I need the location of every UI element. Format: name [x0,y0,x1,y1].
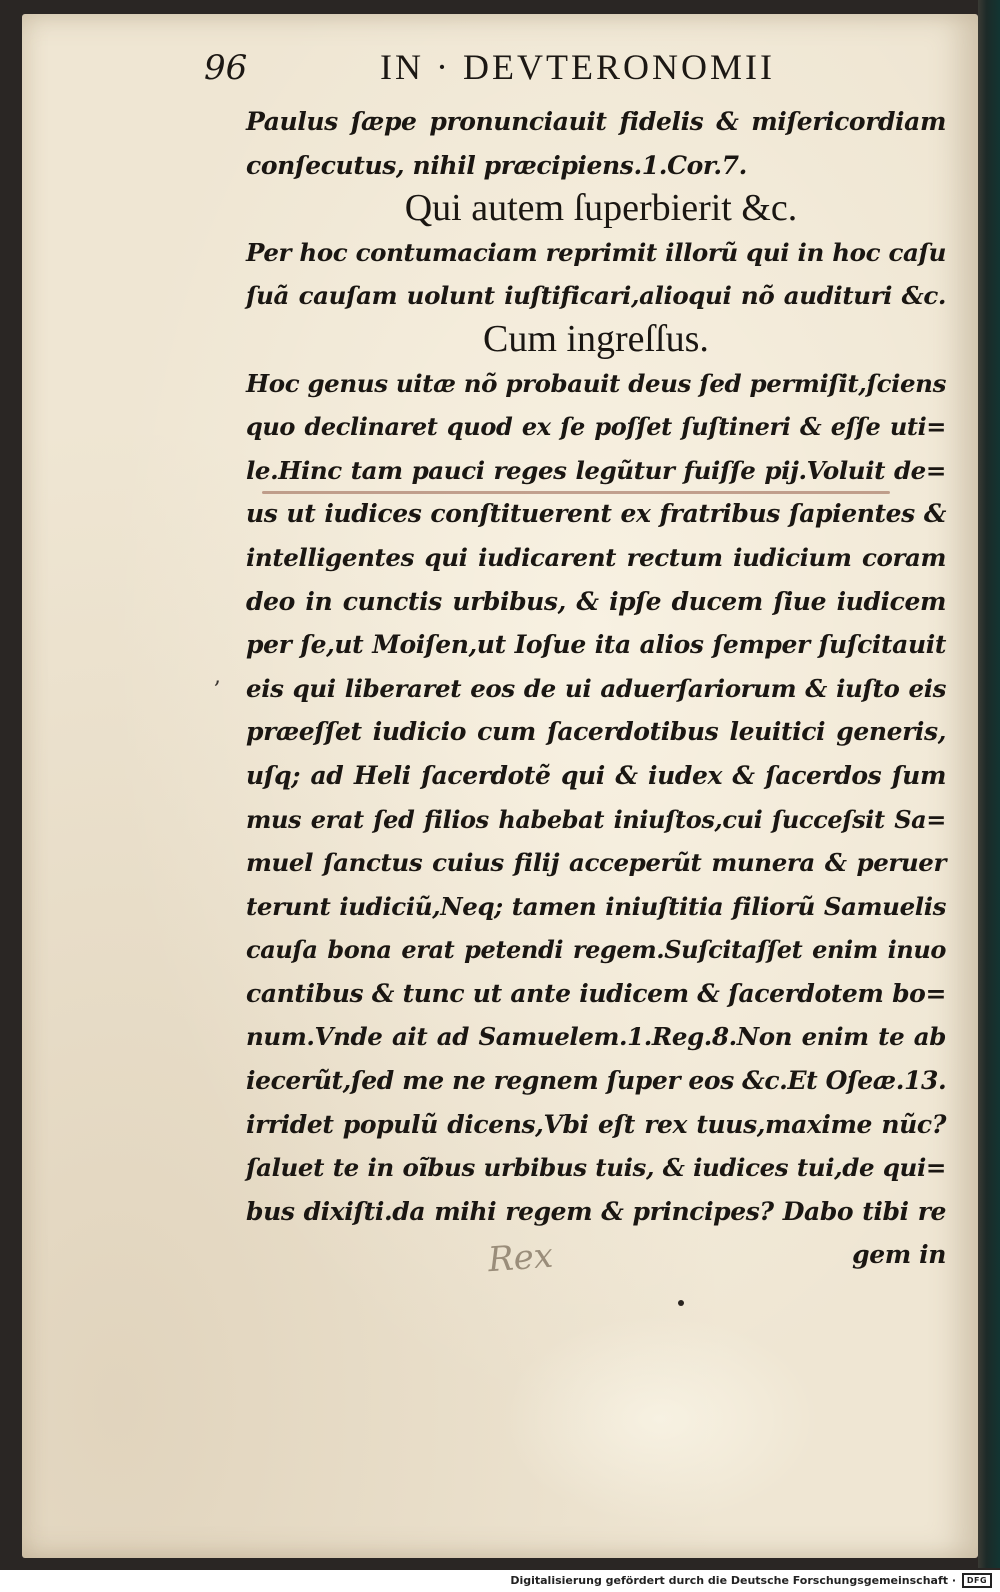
text-line: mus erat ſed filios habebat iniuſtos,cui ſucceſsit Sa= [246,804,946,834]
book-spine-edge [978,0,1000,1568]
paper-stain [500,1314,820,1524]
text-line: us ut iudices conſtituerent ex fratribus ſapientes & [246,499,946,529]
text-line: uſq; ad Heli ſacerdotẽ qui & iudex & ſacerdos ſum [246,760,946,790]
text-line: num.Vnde ait ad Samuelem.1.Reg.8.Non enim te ab [246,1022,946,1052]
dfg-logo: DFG [962,1573,992,1588]
body-text [246,100,946,1277]
text-line: deo in cunctis urbibus, & ipſe ducem ſiue iudicem [246,586,946,616]
text-line: intelligentes qui iudicarent rectum iudicium coram [246,542,946,572]
page-number: 96 [204,48,248,88]
ink-dot [678,1300,684,1306]
text-line: eis qui liberaret eos de ui aduerſariorum & iuſto eis [246,673,946,703]
text-line: Hoc genus uitæ nõ probauit deus ſed permiſit,ſciens [246,368,946,398]
text-line: Per hoc contumaciam reprimit illorũ qui in hoc caſu [246,237,946,267]
text-line: quo declinaret quod ex ſe poſſet ſuſtineri & eſſe uti= [246,412,946,442]
catchword: gem in [852,1240,946,1270]
text-line: bus dixiſti.da mihi regem & principes? Dabo tibi re [246,1196,946,1226]
text-line: cauſa bona erat petendi regem.Suſcitaſſet enim inuo [246,935,946,965]
section-heading: Cum ingreſſus. [483,317,709,360]
text-line: le.Hinc tam pauci reges legũtur fuiſſe pij.Voluit de= [246,455,946,485]
text-line: præeſſet iudicio cum ſacerdotibus leuitici generis, [246,717,946,747]
digitization-credit: Digitalisierung gefördert durch die Deutsche Forschungsgemeinschaft · [510,1574,956,1587]
text-line: per ſe,ut Moiſen,ut Ioſue ita alios ſemper ſuſcitauit [246,630,946,660]
text-line: terunt iudiciũ,Neq; tamen iniuſtitia filiorũ Samuelis [246,891,946,921]
handwritten-margin-note: Rex [486,1235,555,1281]
section-heading: Qui autem ſuperbierit &c. [404,187,798,230]
text-line: cantibus & tunc ut ante iudicem & ſacerdotem bo= [246,978,946,1008]
text-line: iecerũt,ſed me ne regnem ſuper eos &c.Et Oſeæ.13. [246,1066,947,1096]
text-line: ſuã cauſam uolunt iuſtificari,alioqui nõ audituri &c. [246,281,946,311]
text-line: muel ſanctus cuius filij acceperũt munera & peruer [246,848,946,878]
text-line: Paulus ſæpe pronunciauit fidelis & miſericordiam [246,107,946,136]
running-title: IN · DEVTERONOMII [380,47,775,87]
text-line: ſaluet te in oĩbus urbibus tuis, & iudices tui,de qui= [246,1153,946,1183]
margin-tick-mark: , [214,664,221,689]
page-header [200,44,820,90]
text-line: conſecutus, nihil præcipiens.1.Cor.7. [246,150,747,180]
text-line: irridet populũ dicens,Vbi eſt rex tuus,maxime nũc? [246,1109,946,1139]
